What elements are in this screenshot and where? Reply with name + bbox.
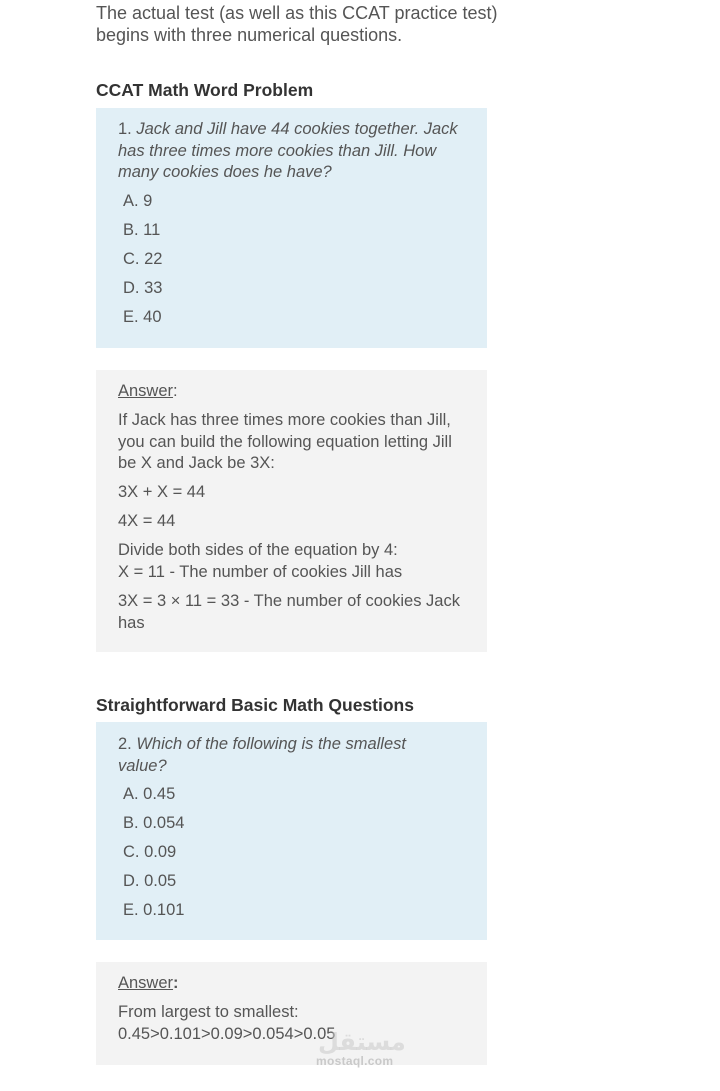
option-c: C. 0.09 [123,843,177,861]
watermark-latin: mostaql.com [316,1054,394,1068]
answer-step: From largest to smallest: [118,1003,299,1021]
question-text-1 [118,119,458,184]
option-d: D. 0.05 [123,872,177,890]
question-box-1 [96,108,487,348]
answer-colon: : [173,974,179,992]
question-text-2 [118,734,458,777]
answer-step: X = 11 - The number of cookies Jill has [118,563,403,581]
option-a: A. 0.45 [123,785,176,803]
answer-box-2 [96,962,487,1065]
option-e: E. 0.101 [123,901,185,919]
option-b: B. 11 [123,221,161,239]
section-title-word-problem: CCAT Math Word Problem [96,80,314,100]
question-number: 1. [118,120,132,138]
equation-line: 4X = 44 [118,512,176,530]
intro-text: The actual test (as well as this CCAT practice test) begins with three numerical questions. [96,3,498,45]
section-title-basic-math: Straightforward Basic Math Questions [96,695,414,715]
option-e: E. 40 [123,308,162,326]
question-number: 2. [118,735,132,753]
watermark-arabic: مستقل [318,1028,406,1056]
option-d: D. 33 [123,279,163,297]
answer-explanation: If Jack has three times more cookies than Jill, you can build the following equation letting Jill be X and Jack be 3X: [118,411,452,472]
question-box-2 [96,722,487,940]
answer-colon: : [173,382,178,400]
answer-result: 3X = 3 × 11 = 33 - The number of cookies Jack has [118,592,460,632]
question-prompt: Jack and Jill have 44 cookies together. Jack has three times more cookies than Jill. How many cookies does he have? [118,120,458,181]
answer-label: Answer [118,974,174,992]
question-prompt: Which of the following is the smallest value? [118,735,406,775]
answer-label: Answer [118,382,174,400]
option-b: B. 0.054 [123,814,185,832]
answer-heading [118,973,468,995]
option-c: C. 22 [123,250,163,268]
answer-box-1 [96,370,487,652]
option-a: A. 9 [123,192,153,210]
answer-result: 0.45>0.101>0.09>0.054>0.05 [118,1025,336,1043]
answer-step: Divide both sides of the equation by 4: [118,541,398,559]
answer-heading [118,381,468,403]
equation-line: 3X + X = 44 [118,483,206,501]
